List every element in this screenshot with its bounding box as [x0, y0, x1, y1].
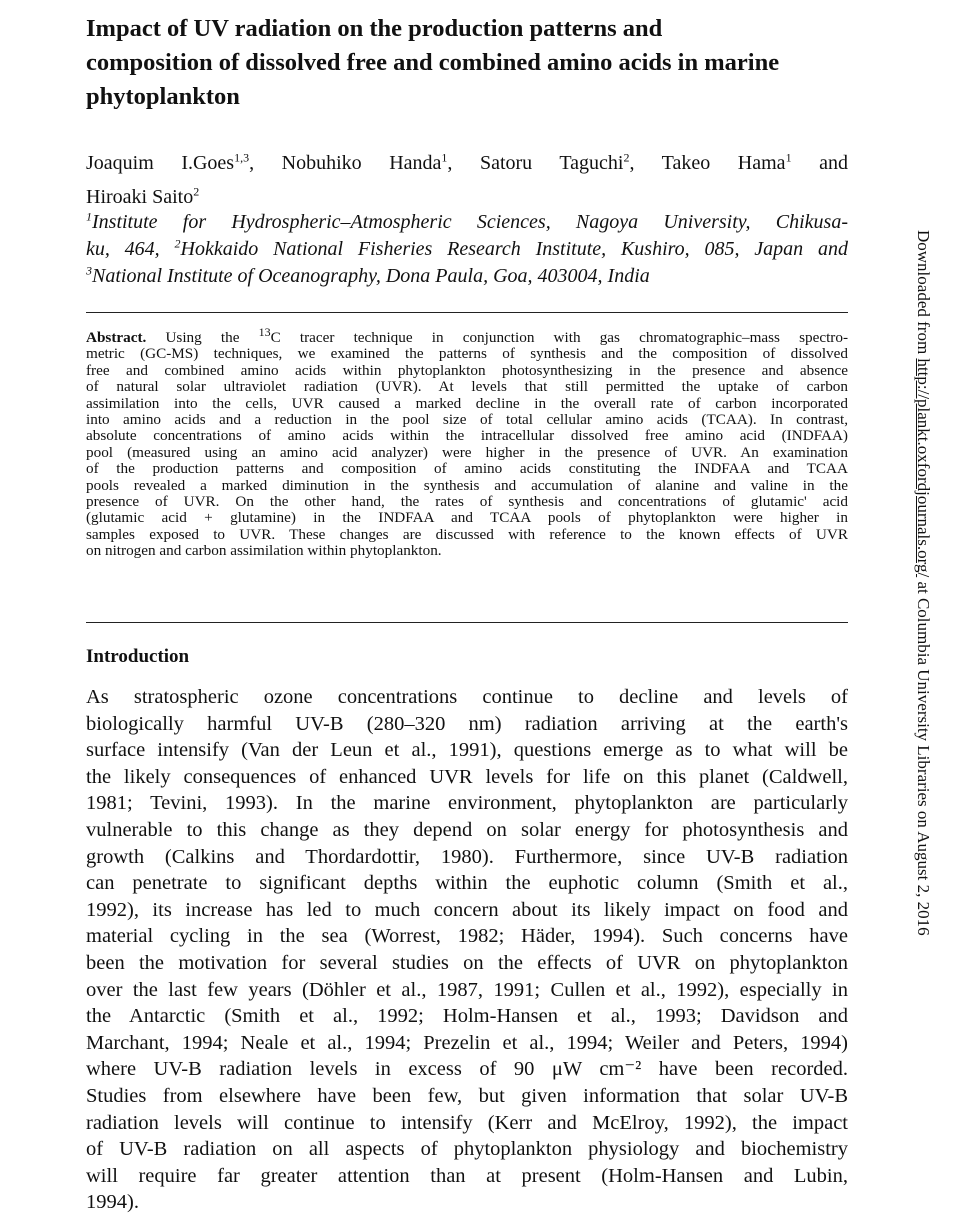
author-affil-mark: 1,3: [234, 150, 250, 165]
affil-mark: 1: [86, 209, 92, 224]
text-line: samples exposed to UVR. These changes are discussed with reference to the known effects of UVR: [86, 525, 848, 543]
affiliation-text: ku, 464,: [86, 238, 175, 260]
text-line: of UV-B radiation on all aspects of phytoplankton physiology and biochemistry: [86, 1138, 848, 1161]
text-line: can penetrate to significant depths within the euphotic column (Smith et al.,: [86, 872, 848, 895]
author-and: and: [791, 152, 848, 174]
text-line: material cycling in the sea (Worrest, 1982; Häder, 1994). Such concerns have: [86, 925, 848, 948]
download-text: Downloaded from: [914, 230, 933, 359]
abstract: [86, 324, 849, 560]
text-line: absolute concentrations of amino acids within the intracellular dissolved free amino acid (INDFAA): [86, 427, 848, 445]
text-line: the likely consequences of enhanced UVR levels for life on this planet (Caldwell,: [86, 765, 848, 788]
text-line: 1994).: [86, 1191, 139, 1214]
divider: [86, 312, 848, 313]
affiliation-text: Institute for Hydrospheric–Atmospheric Sciences, Nagoya University, Chikusa-: [92, 211, 848, 233]
text-line: Marchant, 1994; Neale et al., 1994; Prezelin et al., 1994; Weiler and Peters, 1994): [86, 1031, 848, 1054]
text-line: been the motivation for several studies on the effects of UVR on phytoplankton: [86, 951, 848, 974]
author-affil-mark: 1: [441, 150, 448, 165]
affil-mark: 2: [174, 236, 181, 251]
text-line: 1981; Tevini, 1993). In the marine environment, phytoplankton are particularly: [86, 792, 848, 815]
text-line: pool (measured using an amino acid analyzer) were higher in the presence of UVR. An examination: [86, 443, 848, 461]
author: Joaquim I.Goes: [86, 152, 235, 174]
affil-mark: 3: [86, 263, 92, 278]
download-text: at Columbia University Libraries on August 2, 2016: [914, 577, 933, 936]
text-line: vulnerable to this change as they depend on solar energy for photosynthesis and: [86, 818, 848, 841]
abstract-label: Abstract.: [86, 329, 147, 346]
isotope-superscript: 13: [258, 324, 271, 339]
abstract-text: C tracer technique in conjunction with gas chromatographic–mass spectro-: [270, 329, 849, 346]
text-line: pools revealed a marked diminution in the synthesis and accumulation of alanine and valine in the: [86, 476, 848, 494]
text-line: Studies from elsewhere have been few, but given information that solar UV-B: [86, 1084, 848, 1107]
affiliations: [86, 209, 848, 290]
author-affil-mark: 2: [193, 184, 200, 199]
text-line: on nitrogen and carbon assimilation within phytoplankton.: [86, 542, 442, 560]
text-line: over the last few years (Döhler et al., 1987, 1991; Cullen et al., 1992), especially in: [86, 978, 848, 1001]
text-line: where UV-B radiation levels in excess of 90 μW cm⁻² have been recorded.: [86, 1058, 848, 1081]
abstract-text: Using the: [146, 329, 259, 346]
text-line: surface intensify (Van der Leun et al., 1991), questions emerge as to what will be: [86, 739, 848, 762]
author: , Satoru Taguchi: [447, 152, 624, 174]
text-line: into amino acids and a reduction in the pool size of total cellular amino acids (TCAA). In contrast,: [86, 411, 848, 429]
affiliation-text: Hokkaido National Fisheries Research Institute, Kushiro, 085, Japan and: [180, 238, 848, 260]
text-line: free and combined amino acids within phytoplankton photosynthesizing in the presence and absence: [86, 361, 848, 379]
author-line: [86, 146, 848, 180]
text-line: assimilation into the cells, UVR caused a marked decline in the overall rate of carbon incorporated: [86, 394, 848, 412]
author: , Nobuhiko Handa: [249, 152, 442, 174]
text-line: of the production patterns and composition of amino acids constituting the INDFAA and TCAA: [86, 460, 848, 478]
download-notice: [913, 230, 933, 936]
author-list: [86, 146, 848, 214]
journal-link[interactable]: http://plankt.oxfordjournals.org/: [914, 358, 933, 578]
title-line: composition of dissolved free and combined amino acids in marine: [86, 49, 780, 76]
text-line: metric (GC-MS) techniques, we examined the patterns of synthesis and the composition of dissolved: [86, 345, 848, 363]
text-line: growth (Calkins and Thordardottir, 1980). Furthermore, since UV-B radiation: [86, 845, 848, 868]
title-line: phytoplankton: [86, 83, 240, 110]
text-line: As stratospheric ozone concentrations continue to decline and levels of: [86, 686, 848, 708]
divider: [86, 622, 848, 623]
text-line: 1992), its increase has led to much concern about its likely impact on food and: [86, 898, 848, 921]
text-line: will require far greater attention than at present (Holm-Hansen and Lubin,: [86, 1164, 848, 1187]
text-line: radiation levels will continue to intensify (Kerr and McElroy, 1992), the impact: [86, 1111, 848, 1134]
title-line: Impact of UV radiation on the production patterns and: [86, 15, 663, 42]
text-line: of natural solar ultraviolet radiation (UVR). At levels that still permitted the uptake of carbon: [86, 378, 848, 396]
section-heading: Introduction: [86, 646, 190, 667]
introduction-body: [86, 684, 848, 1216]
affiliation-text: National Institute of Oceanography, Dona Paula, Goa, 403004, India: [92, 265, 650, 287]
text-line: biologically harmful UV-B (280–320 nm) radiation arriving at the earth's: [86, 712, 848, 735]
text-line: (glutamic acid + glutamine) in the INDFAA and TCAA pools of phytoplankton were higher in: [86, 509, 848, 527]
text-line: the Antarctic (Smith et al., 1992; Holm-Hansen et al., 1993; Davidson and: [86, 1005, 848, 1028]
text-line: presence of UVR. On the other hand, the rates of synthesis and concentrations of glutamic' acid: [86, 493, 848, 511]
author: , Takeo Hama: [629, 152, 786, 174]
author-affil-mark: 2: [623, 150, 630, 165]
paper-title: [86, 12, 866, 114]
author: Hiroaki Saito: [86, 186, 194, 208]
author-affil-mark: 1: [785, 150, 792, 165]
